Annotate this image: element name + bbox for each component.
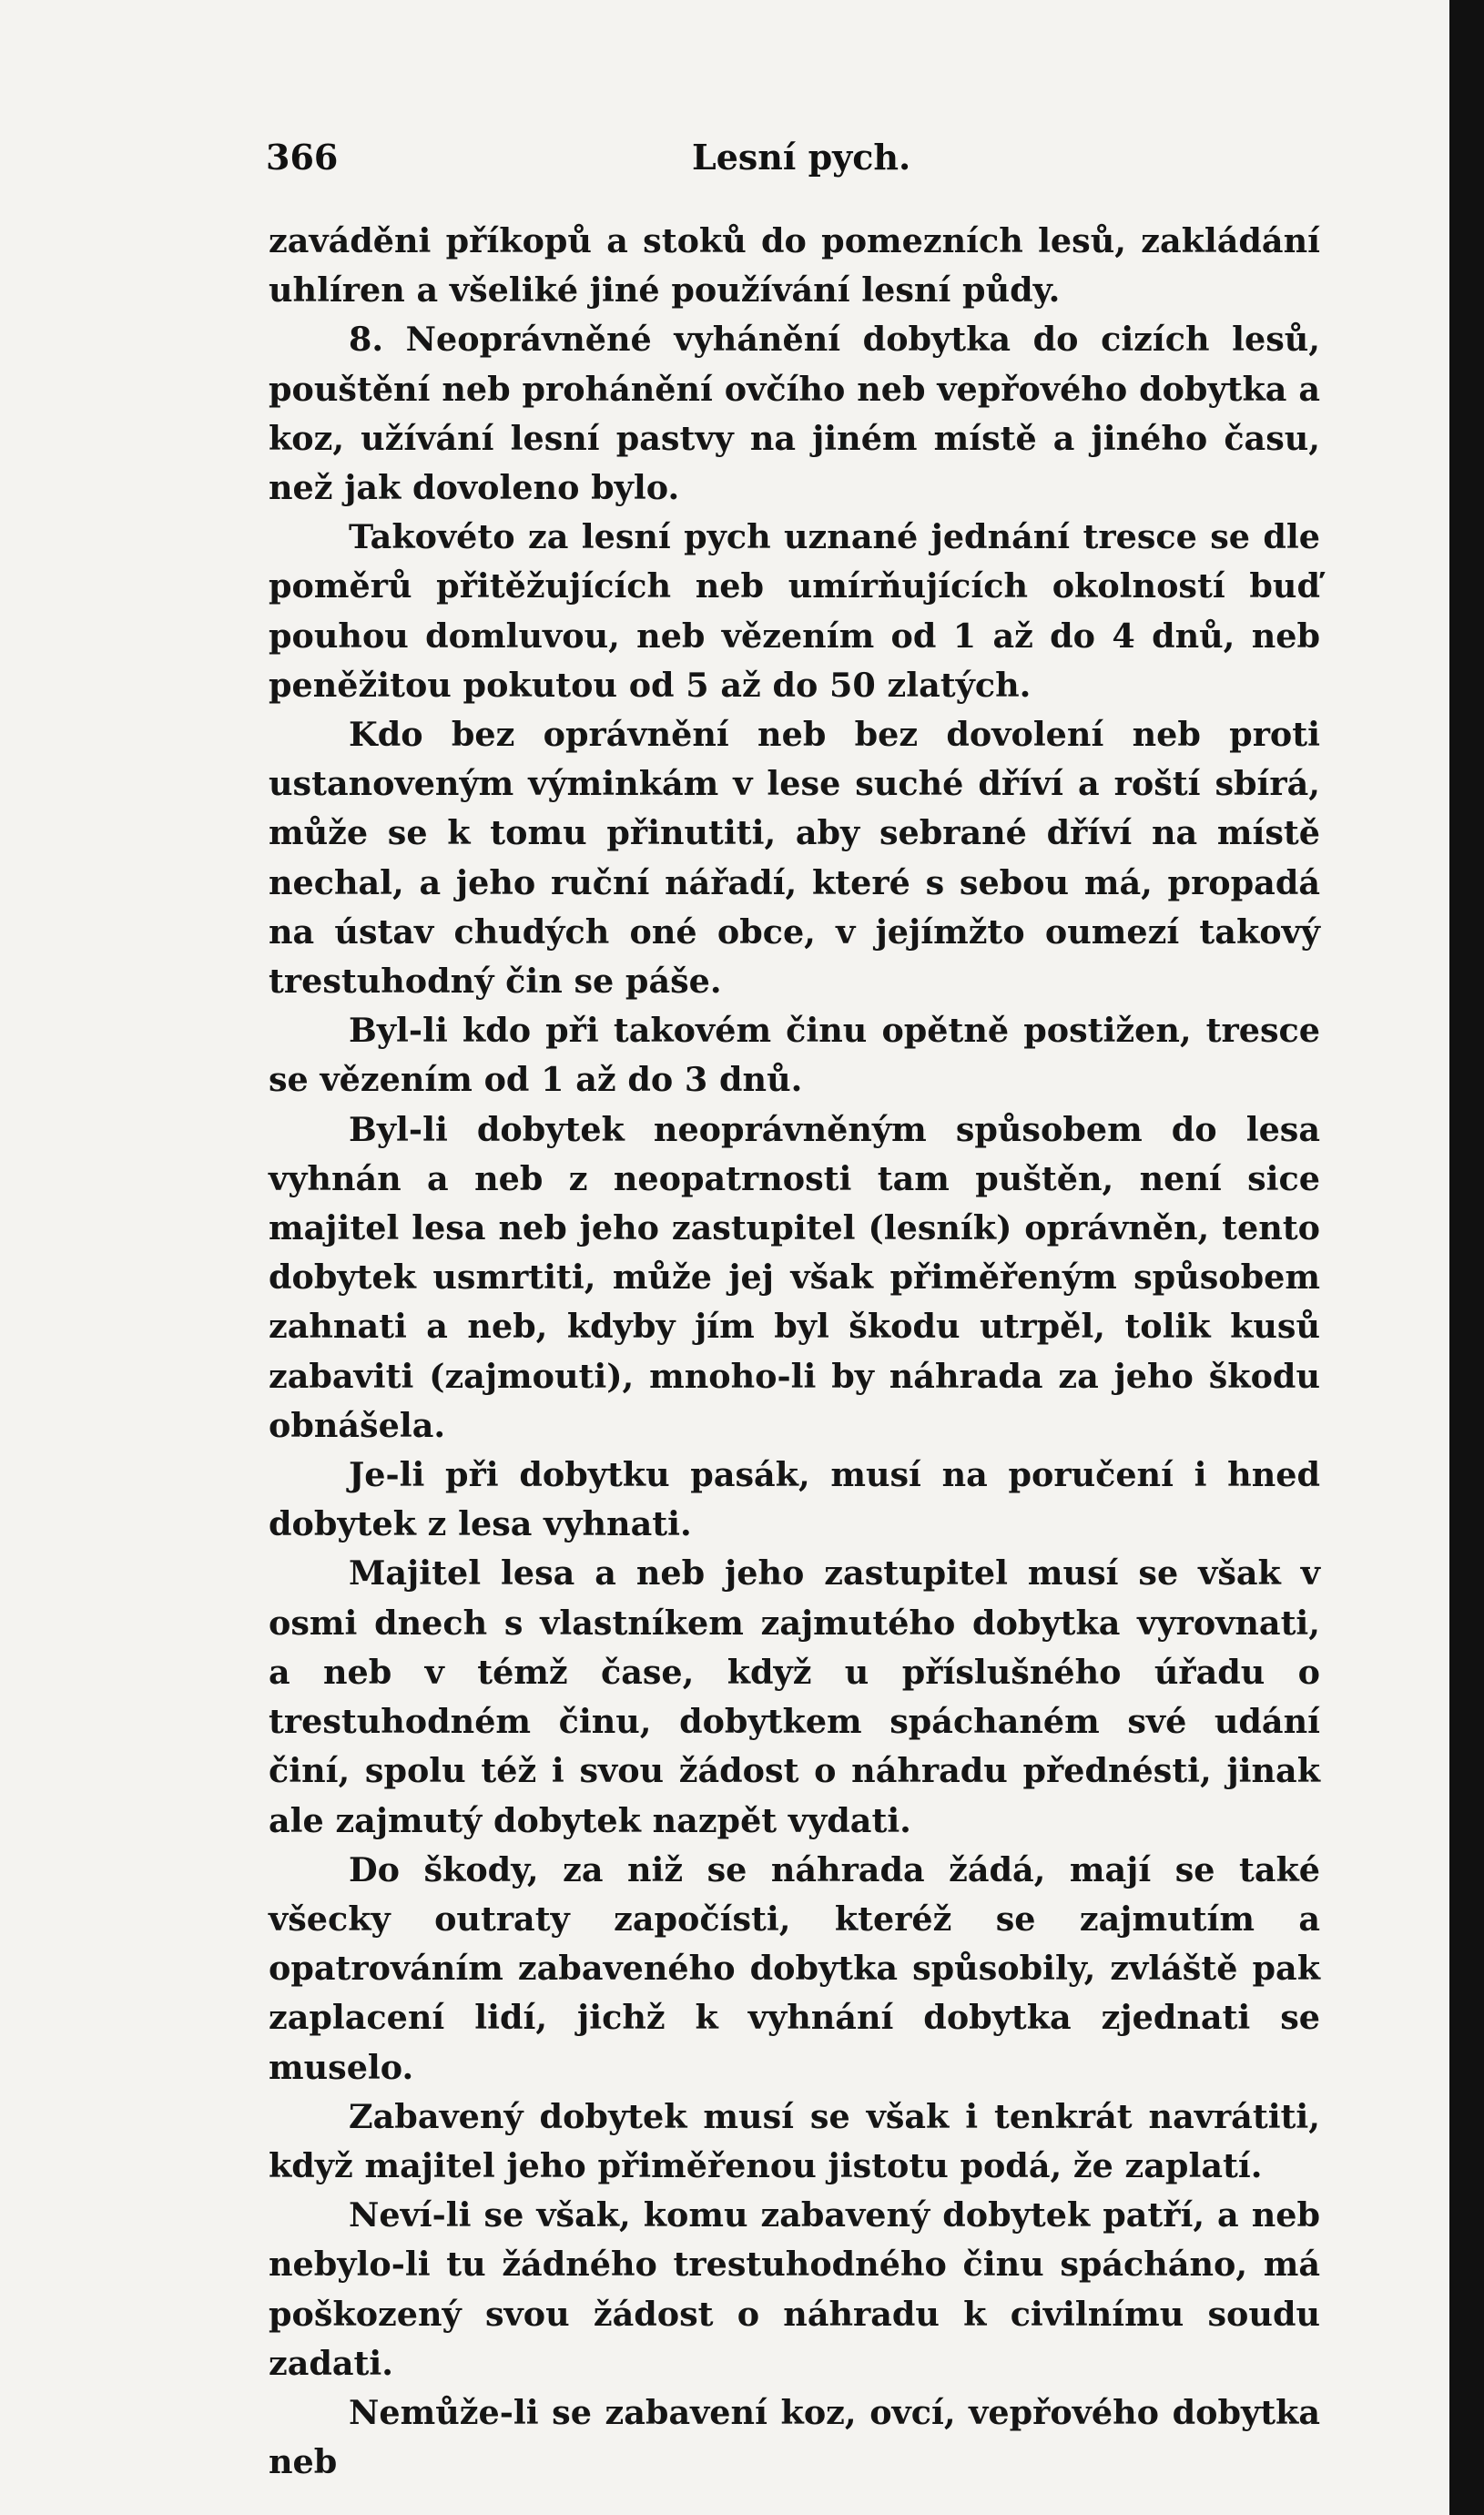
paragraph: Byl-li dobytek neoprávněným spůsobem do lesa vyhnán a neb z neopatrnosti tam puštěn, není sice majitel lesa neb jeho zastupitel (lesník) oprávněn, tento dobytek usmrtiti, může jej však přiměřeným spůsobem zahnati a neb, kdyby jím byl škodu utrpěl, tolik kusů zabaviti (zajmouti), mnoho-li by náhrada za jeho škodu obnášela. <box>269 1109 1320 1445</box>
paragraph: Kdo bez oprávnění neb bez dovolení neb proti ustanoveným výminkám v lese suché dříví a roští sbírá, může se k tomu přinutiti, aby sebrané dříví na místě nechal, a jeho ruční nářadí, které s sebou má, propadá na ústav chudých oné obce, v jejímžto oumezí takový trestuhodný čin se páše. <box>269 715 1320 1002</box>
paragraph: Takovéto za lesní pych uznané jednání tresce se dle poměrů přitěžujících neb umírňujících okolností buď pouhou domluvou, neb vězením od 1 až do 4 dnů, neb peněžitou pokutou od 5 až do 50 zlatých. <box>269 517 1320 705</box>
paragraph: Byl-li kdo při takovém činu opětně postižen, tresce se vězením od 1 až do 3 dnů. <box>269 1011 1320 1100</box>
paragraph: zaváděni příkopů a stoků do pomezních lesů, zakládání uhlíren a všeliké jiné používání lesní půdy. <box>269 221 1320 311</box>
paragraph: 8. Neoprávněné vyhánění dobytka do cizích lesů, pouštění neb prohánění ovčího neb vepřového dobytka a koz, užívání lesní pastvy na jiném místě a jiného času, než jak dovoleno bylo. <box>269 320 1320 508</box>
body-text <box>269 217 1320 2487</box>
page-edge-shadow <box>1449 0 1484 2515</box>
paragraph: Neví-li se však, komu zabavený dobytek patří, a neb nebylo-li tu žádného trestuhodného činu spácháno, má poškozený svou žádost o náhradu k civilnímu soudu zadati. <box>269 2195 1320 2383</box>
running-title: Lesní pych. <box>692 137 911 178</box>
paragraph: Majitel lesa a neb jeho zastupitel musí se však v osmi dnech s vlastníkem zajmutého dobytka vyrovnati, a neb v témž čase, když u příslušného úřadu o trestuhodném činu, dobytkem spáchaném své udání činí, spolu též i svou žádost o náhradu přednésti, jinak ale zajmutý dobytek nazpět vydati. <box>269 1553 1320 1840</box>
page-header <box>266 137 1322 182</box>
paragraph: Zabavený dobytek musí se však i tenkrát navrátiti, když majitel jeho přiměřenou jistotu podá, že zaplatí. <box>269 2096 1320 2185</box>
paragraph: Do škody, za niž se náhrada žádá, mají se také všecky outraty započísti, kteréž se zajmutím a opatrováním zabaveného dobytka spůsobily, zvláště pak zaplacení lidí, jichž k vyhnání dobytka zjednati se muselo. <box>269 1849 1320 2087</box>
page-number: 366 <box>266 137 339 178</box>
paragraph: Nemůže-li se zabavení koz, ovcí, vepřového dobytka neb <box>269 2392 1320 2482</box>
paragraph: Je-li při dobytku pasák, musí na poručení i hned dobytek z lesa vyhnati. <box>269 1455 1320 1544</box>
